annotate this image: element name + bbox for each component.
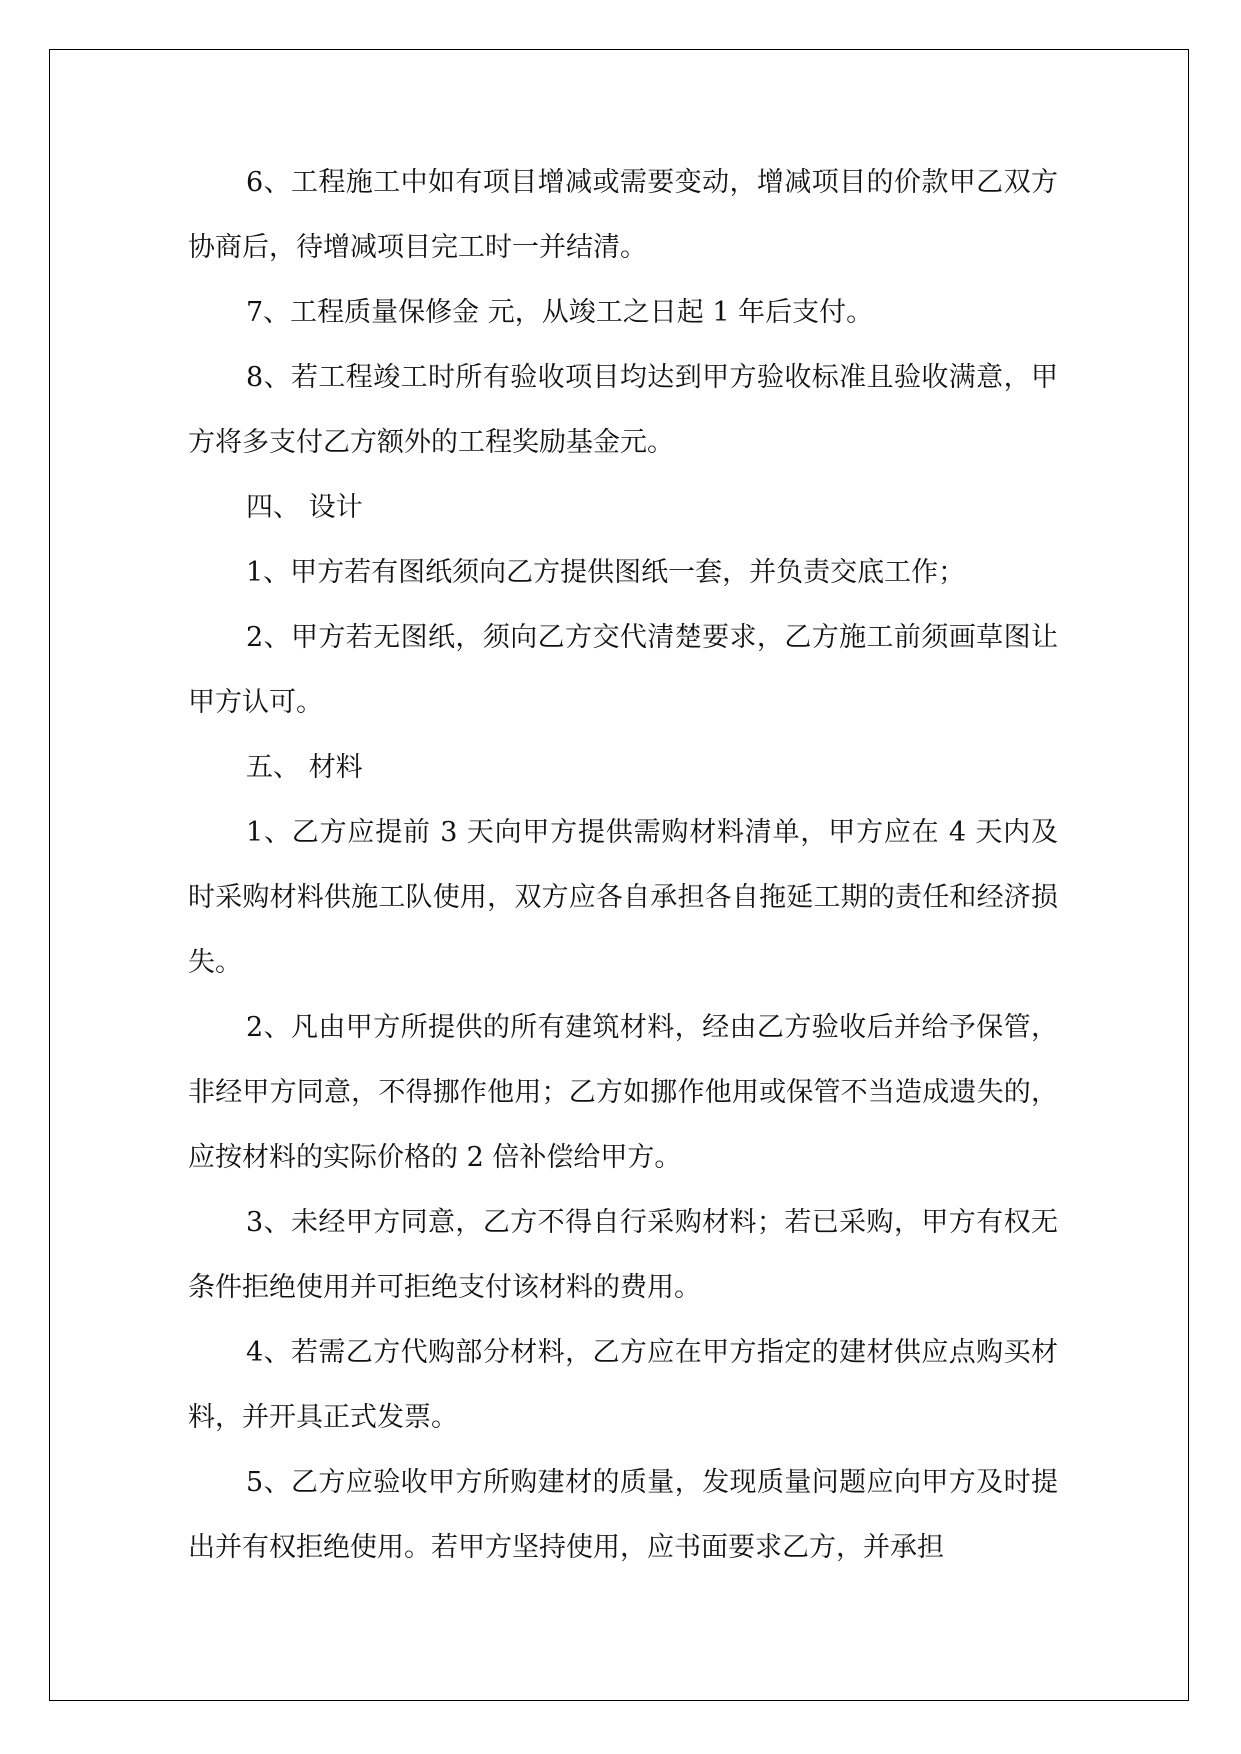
clause-3-8: 8、若工程竣工时所有验收项目均达到甲方验收标准且验收满意，甲方将多支付乙方额外的工程奖励基金元。 — [188, 362, 1058, 458]
clause-4-1: 1、甲方若有图纸须向乙方提供图纸一套，并负责交底工作； — [246, 557, 966, 588]
clause-5-1: 1、乙方应提前 3 天向甲方提供需购材料清单，甲方应在 4 天内及时采购材料供施工队使用，双方应各自承担各自拖延工期的责任和经济损失。 — [188, 817, 1058, 978]
clause-4-2: 2、甲方若无图纸，须向乙方交代清楚要求，乙方施工前须画草图让甲方认可。 — [188, 622, 1058, 718]
document-body — [188, 150, 1058, 1580]
section-heading-materials: 五、 材料 — [246, 752, 363, 783]
clause-5-3: 3、未经甲方同意，乙方不得自行采购材料；若已采购，甲方有权无条件拒绝使用并可拒绝支付该材料的费用。 — [188, 1207, 1058, 1303]
clause-3-7: 7、工程质量保修金 元，从竣工之日起 1 年后支付。 — [246, 297, 874, 328]
clause-5-5: 5、乙方应验收甲方所购建材的质量，发现质量问题应向甲方及时提出并有权拒绝使用。若甲方坚持使用，应书面要求乙方，并承担 — [188, 1467, 1058, 1563]
section-heading-design: 四、 设计 — [246, 492, 363, 523]
clause-5-2: 2、凡由甲方所提供的所有建筑材料，经由乙方验收后并给予保管，非经甲方同意，不得挪作他用；乙方如挪作他用或保管不当造成遗失的，应按材料的实际价格的 2 倍补偿给甲方。 — [188, 1012, 1058, 1173]
clause-3-6: 6、工程施工中如有项目增减或需要变动，增减项目的价款甲乙双方协商后，待增减项目完工时一并结清。 — [188, 167, 1058, 263]
clause-5-4: 4、若需乙方代购部分材料，乙方应在甲方指定的建材供应点购买材料，并开具正式发票。 — [188, 1337, 1058, 1433]
